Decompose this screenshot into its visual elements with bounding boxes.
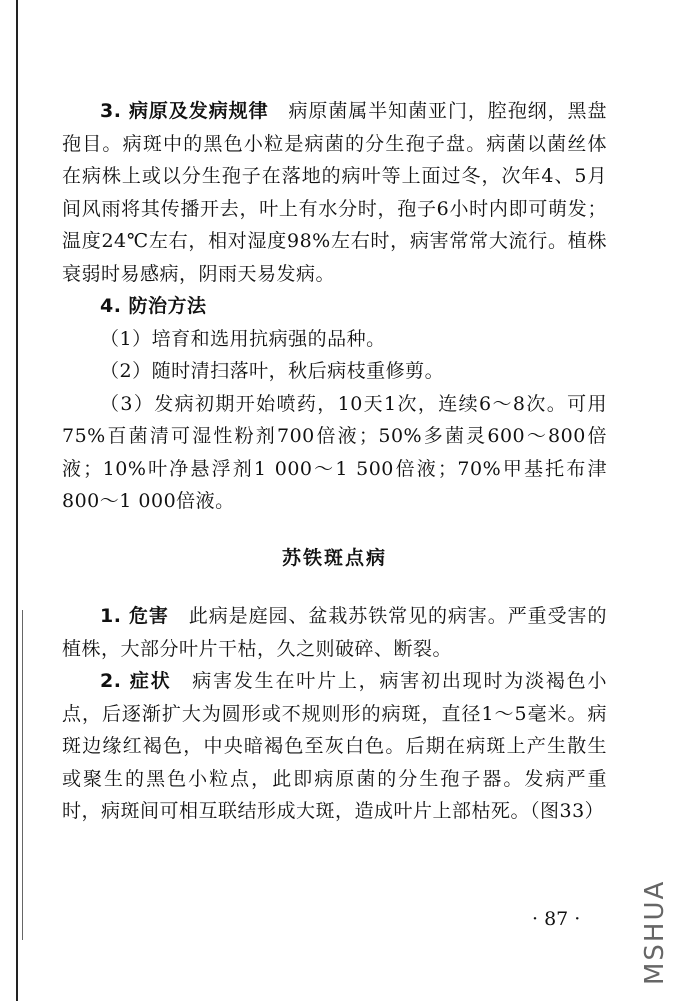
paragraph-pathogen — [62, 95, 607, 290]
heading-control: 4. 防治方法 — [100, 295, 207, 317]
heading-pathogen: 3. 病原及发病规律 — [100, 100, 269, 122]
binding-edge-line — [16, 0, 18, 1001]
heading-symptom: 2. 症状 — [100, 670, 172, 692]
text-symptom: 病害发生在叶片上，病害初出现时为淡褐色小点，后逐渐扩大为圆形或不规则形的病斑，直径1～5毫米。病斑边缘红褐色，中央暗褐色至灰白色。后期在病斑上产生散生或聚生的黑色小粒点，此即病原菌的分生孢子器。发病严重时，病斑间可相互联结形成大斑，造成叶片上部枯死。（图33） — [62, 670, 607, 822]
disease-title: 苏铁斑点病 — [281, 546, 387, 569]
text-harm: 此病是庭园、盆栽苏铁常见的病害。严重受害的植株，大部分叶片干枯，久之则破碎、断裂。 — [62, 605, 607, 660]
binding-shadow-line — [22, 610, 23, 940]
control-item-2: （2）随时清扫落叶，秋后病枝重修剪。 — [100, 360, 445, 382]
heading-harm: 1. 危害 — [100, 605, 169, 627]
control-item-3: （3）发病初期开始喷药，10天1次，连续6～8次。可用75%百菌清可湿性粉剂700倍液；50%多菌灵600～800倍液；10%叶净悬浮剂1 000～1 500倍液；70%甲基托布津800～1 000倍液。 — [62, 392, 607, 512]
paragraph-symptom — [62, 665, 607, 828]
page-number: · 87 · — [532, 908, 581, 930]
paragraph-harm — [62, 600, 607, 665]
page-content — [62, 95, 607, 828]
control-item-1: （1）培育和选用抗病强的品种。 — [100, 327, 386, 350]
watermark: MSHUA — [640, 879, 670, 985]
text-pathogen: 病原菌属半知菌亚门，腔孢纲，黑盘孢目。病斑中的黑色小粒是病菌的分生孢子盘。病菌以菌丝体在病株上或以分生孢子在落地的病叶等上面过冬，次年4、5月间风雨将其传播开去，叶上有水分时，孢子6小时内即可萌发；温度24℃左右，相对湿度98%左右时，病害常常大流行。植株衰弱时易感病，阴雨天易发病。 — [62, 100, 607, 285]
